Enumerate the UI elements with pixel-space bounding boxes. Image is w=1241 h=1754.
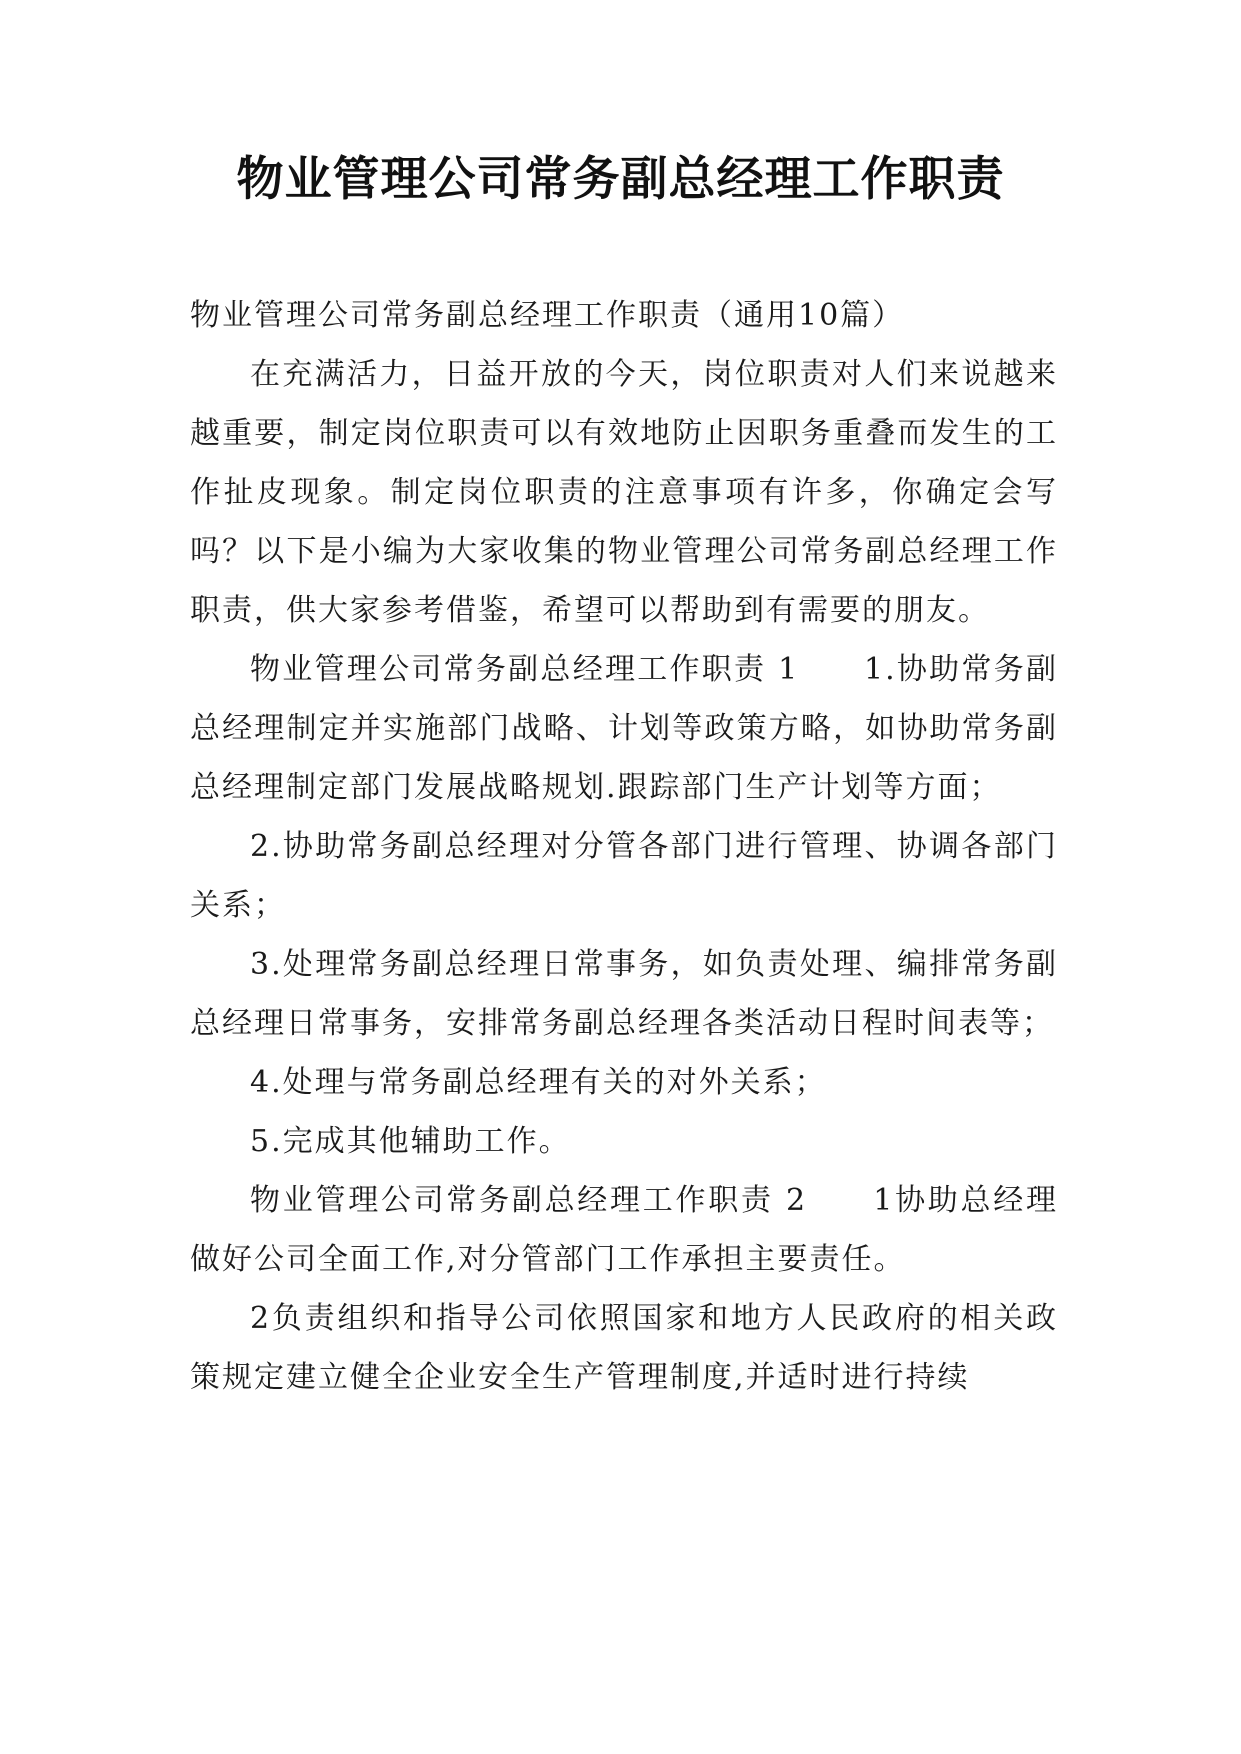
paragraph-duty-1-item-3: 3.处理常务副总经理日常事务，如负责处理、编排常务副总经理日常事务，安排常务副总经理各类活动日程时间表等； bbox=[190, 947, 1058, 1041]
paragraph-duty-2-item-1: 物业管理公司常务副总经理工作职责 2 1协助总经理做好公司全面工作,对分管部门工作承担主要责任。 bbox=[190, 1183, 1058, 1277]
paragraph-duty-1-item-2: 2.协助常务副总经理对分管各部门进行管理、协调各部门关系； bbox=[190, 829, 1058, 923]
paragraph-duty-1-item-5: 5.完成其他辅助工作。 bbox=[250, 1124, 571, 1159]
paragraph-duty-1-item-4: 4.处理与常务副总经理有关的对外关系； bbox=[250, 1065, 827, 1100]
paragraph-duty-2-item-2: 2负责组织和指导公司依照国家和地方人民政府的相关政策规定建立健全企业安全生产管理制度,并适时进行持续 bbox=[190, 1301, 1058, 1395]
page-title: 物业管理公司常务副总经理工作职责 bbox=[236, 152, 1005, 207]
paragraph-intro: 在充满活力，日益开放的今天，岗位职责对人们来说越来越重要，制定岗位职责可以有效地防止因职务重叠而发生的工作扯皮现象。制定岗位职责的注意事项有许多，你确定会写吗？以下是小编为大家收集的物业管理公司常务副总经理工作职责，供大家参考借鉴，希望可以帮助到有需要的朋友。 bbox=[190, 357, 1058, 628]
paragraph-duty-1-item-1: 物业管理公司常务副总经理工作职责 1 1.协助常务副总经理制定并实施部门战略、计划等政策方略，如协助常务副总经理制定部门发展战略规划.跟踪部门生产计划等方面； bbox=[190, 652, 1058, 805]
document-subtitle: 物业管理公司常务副总经理工作职责（通用10篇） bbox=[190, 298, 905, 333]
document-body bbox=[190, 286, 1058, 1407]
